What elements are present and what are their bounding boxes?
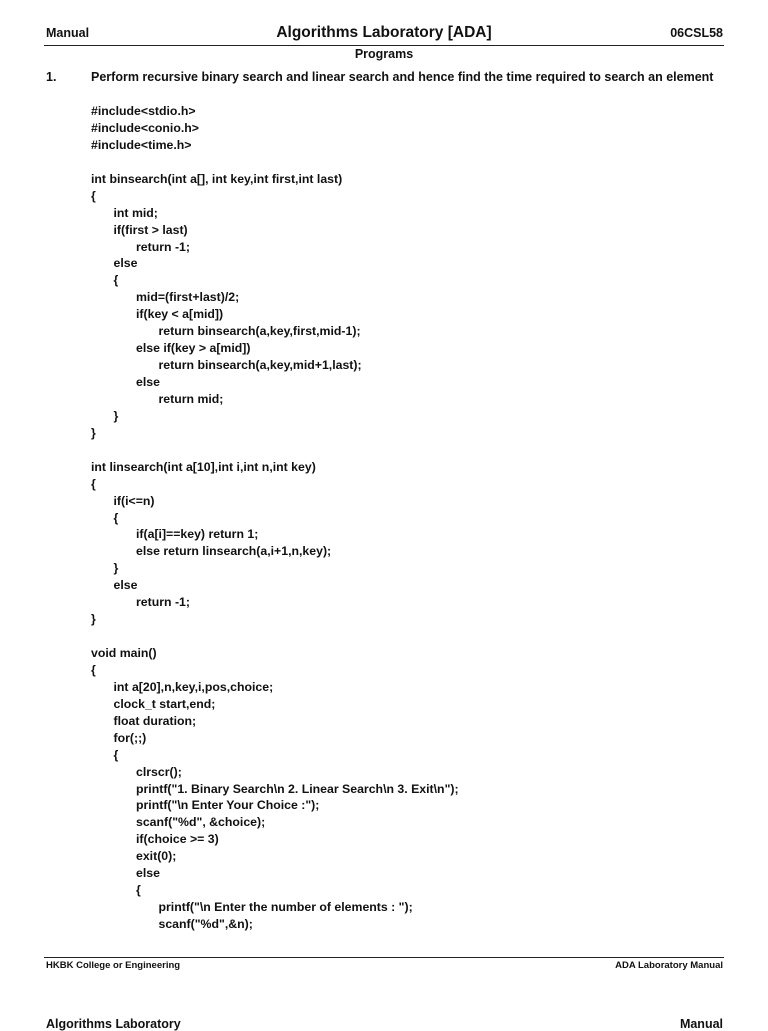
code-line: } xyxy=(113,561,119,576)
code-line: printf("\n Enter the number of elements : "); xyxy=(158,900,413,915)
question-text: Perform recursive binary search and linear search and hence find the time required to search an element xyxy=(91,70,714,84)
code-line: else xyxy=(113,578,138,593)
code-line: scanf("%d",&n); xyxy=(158,917,253,931)
header-rule xyxy=(44,45,724,46)
code-line: if(key < a[mid]) xyxy=(136,307,224,322)
code-line: for(;;) xyxy=(113,730,147,745)
code-line: { xyxy=(136,883,141,898)
code-line: { xyxy=(113,273,119,288)
code-line: } xyxy=(91,425,96,440)
code-line: if(first > last) xyxy=(113,222,188,237)
code-line: return -1; xyxy=(136,595,190,610)
code-line: if(i<=n) xyxy=(113,493,155,508)
question-number: 1. xyxy=(46,70,57,84)
code-line: #include<time.h> xyxy=(91,137,192,152)
code-line: printf("1. Binary Search\n 2. Linear Search\n 3. Exit\n"); xyxy=(136,781,459,796)
code-line: return mid; xyxy=(158,391,224,406)
next-page-header-left: Algorithms Laboratory xyxy=(46,1017,181,1031)
code-line: else return linsearch(a,i+1,n,key); xyxy=(136,544,332,559)
code-line: float duration; xyxy=(113,713,197,728)
course-code: 06CSL58 xyxy=(670,26,723,40)
code-line: int linsearch(int a[10],int i,int n,int key) xyxy=(91,459,316,474)
code-line xyxy=(91,628,459,645)
section-subtitle: Programs xyxy=(354,47,414,61)
next-page-header-right: Manual xyxy=(679,1017,723,1031)
code-line: { xyxy=(91,476,96,491)
header-left-label: Manual xyxy=(46,26,90,40)
code-line: } xyxy=(91,612,96,627)
code-line: else xyxy=(136,866,160,881)
code-line: return binsearch(a,key,first,mid-1); xyxy=(158,324,361,339)
code-line: { xyxy=(91,188,96,203)
code-line xyxy=(91,154,459,171)
page-title: Algorithms Laboratory [ADA] xyxy=(276,24,492,41)
code-line: clrscr(); xyxy=(136,764,182,779)
code-line: else if(key > a[mid]) xyxy=(136,341,251,356)
footer-rule xyxy=(44,957,724,958)
code-line: clock_t start,end; xyxy=(113,696,216,711)
code-line: #include<conio.h> xyxy=(91,120,199,135)
code-line: int binsearch(int a[], int key,int first,int last) xyxy=(91,171,343,186)
code-line: if(a[i]==key) return 1; xyxy=(136,527,259,542)
code-line: { xyxy=(91,662,96,677)
footer-manual-name: ADA Laboratory Manual xyxy=(615,960,723,971)
code-line: return -1; xyxy=(136,239,190,254)
code-line: printf("\n Enter Your Choice :"); xyxy=(136,798,320,813)
code-line: int a[20],n,key,i,pos,choice; xyxy=(113,679,274,694)
code-line: if(choice >= 3) xyxy=(136,832,219,847)
code-line: scanf("%d", &choice); xyxy=(136,815,266,830)
code-line: int mid; xyxy=(113,205,158,220)
code-line: { xyxy=(113,747,119,762)
code-line: { xyxy=(113,510,119,525)
footer-college: HKBK College or Engineering xyxy=(46,960,181,971)
code-line: } xyxy=(113,408,119,423)
code-line: else xyxy=(113,256,138,271)
code-line: else xyxy=(136,375,160,389)
code-line xyxy=(91,442,459,459)
code-line: exit(0); xyxy=(136,849,177,864)
code-line: #include<stdio.h> xyxy=(91,104,196,118)
code-line: mid=(first+last)/2; xyxy=(136,290,240,305)
code-line: void main() xyxy=(91,646,157,660)
code-line: return binsearch(a,key,mid+1,last); xyxy=(158,358,362,373)
code-listing xyxy=(91,103,459,933)
